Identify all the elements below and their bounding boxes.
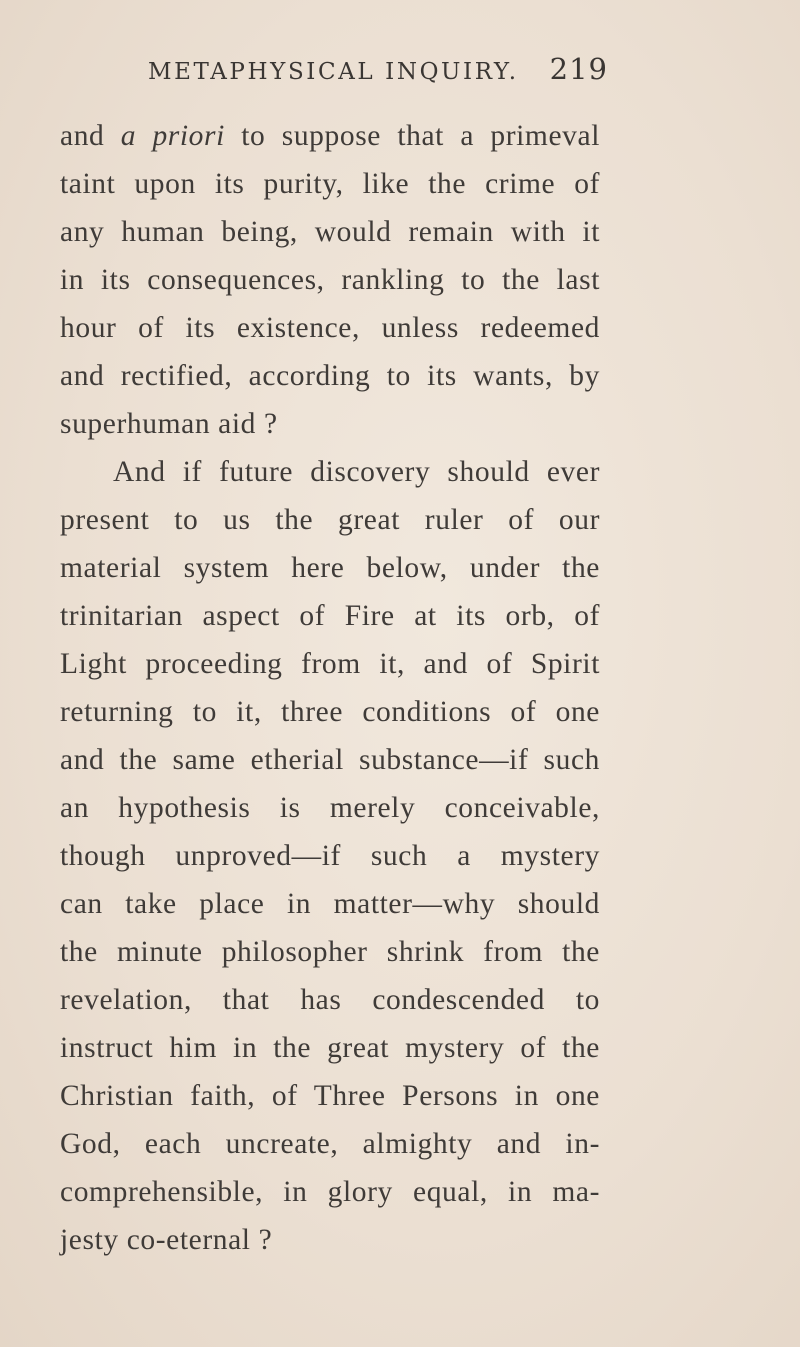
paragraph-line: revelation, that has condescended to (60, 984, 600, 1016)
paragraph-line: material system here below, under the (60, 552, 600, 584)
paragraph-line: And if future discovery should ever (113, 456, 600, 488)
running-title: METAPHYSICAL INQUIRY. (148, 59, 519, 85)
paragraph-line: taint upon its purity, like the crime of (60, 168, 600, 200)
running-head (148, 52, 608, 86)
paragraph-line: Christian faith, of Three Persons in one (60, 1080, 600, 1112)
paragraph-line: in its consequences, rankling to the last (60, 264, 600, 296)
paragraph-line: returning to it, three conditions of one (60, 696, 600, 728)
line-text: to suppose that a primeval (224, 120, 601, 152)
paragraph-line: instruct him in the great mystery of the (60, 1032, 600, 1064)
paragraph-line: present to us the great ruler of our (60, 504, 600, 536)
paragraph-line: jesty co-eternal ? (60, 1224, 273, 1256)
paragraph-line: trinitarian aspect of Fire at its orb, of (60, 600, 600, 632)
line-text: and (60, 120, 121, 152)
paragraph-line: hour of its existence, unless redeemed (60, 312, 600, 344)
paragraph-line: Light proceeding from it, and of Spirit (60, 648, 600, 680)
paragraph-line: and the same etherial substance—if such (60, 744, 600, 776)
paragraph-line: superhuman aid ? (60, 408, 278, 440)
paragraph-line: God, each uncreate, almighty and in- (60, 1128, 600, 1160)
italic-phrase: a priori (120, 120, 225, 152)
paragraph-line: can take place in matter—why should (60, 888, 600, 920)
paragraph-line: the minute philosopher shrink from the (60, 936, 600, 968)
paragraph-line: any human being, would remain with it (60, 216, 600, 248)
paragraph-line (60, 112, 600, 160)
paragraph-line: though unproved—if such a mystery (60, 840, 600, 872)
page-number: 219 (549, 52, 608, 86)
paragraph-line: comprehensible, in glory equal, in ma- (60, 1176, 600, 1208)
paragraph-line: and rectified, according to its wants, by (60, 360, 600, 392)
paragraph-line: an hypothesis is merely conceivable, (60, 792, 600, 824)
